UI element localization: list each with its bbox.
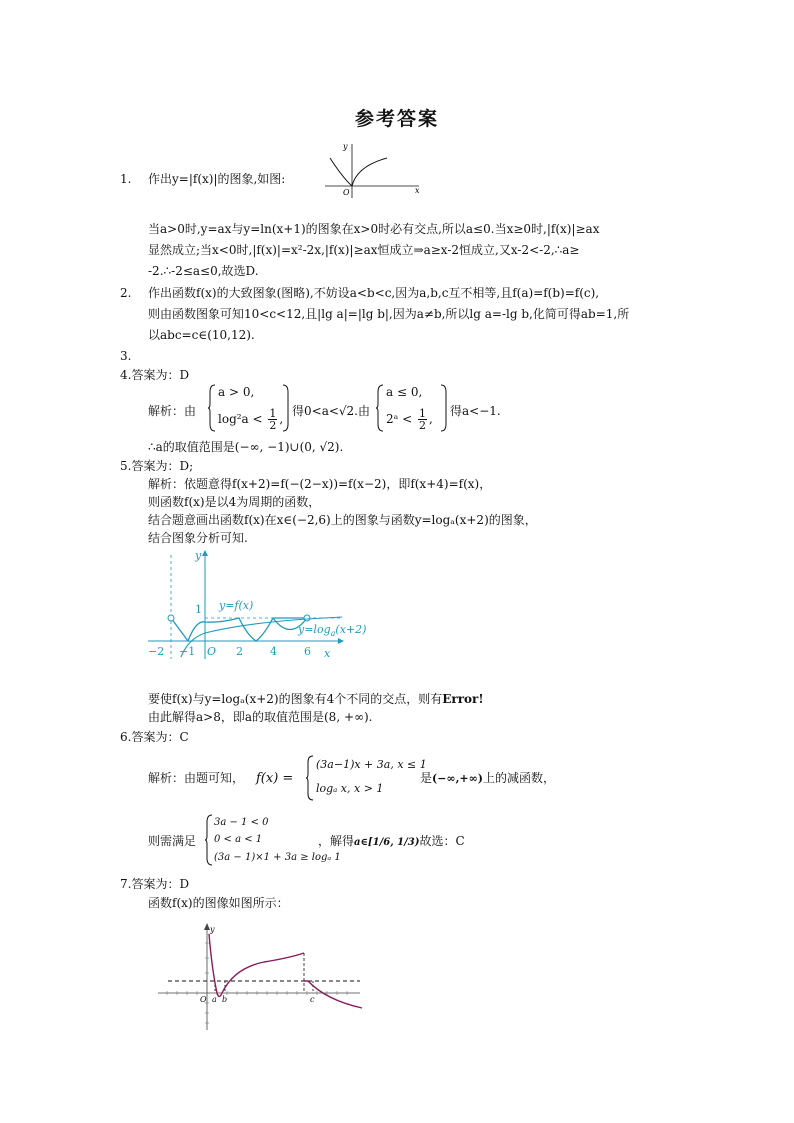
q6-solve-text: ，解得 (318, 834, 355, 848)
q4-jx: 解析：由 (148, 404, 197, 418)
q5-y-arrow (202, 550, 208, 556)
q5-tick-2: 2 (236, 645, 243, 658)
q5-tick-6: 6 (304, 645, 311, 658)
q6-brace-2 (205, 814, 213, 866)
q4-head: 4.答案为：D (120, 368, 190, 382)
q4-sys1-a: a > 0, (218, 385, 255, 399)
q6-interval: (−∞,+∞) (432, 772, 484, 785)
q7-curve-left (209, 934, 304, 997)
q6-solution: a∈[1/6, 1/3) (354, 837, 420, 848)
q5-line5-text: 要使f(x)与y=logₐ(x+2)的图象有4个不同的交点，则有 (148, 692, 443, 706)
q4-sys1-b (218, 408, 283, 431)
q1-line1: 作出y=|f(x)|的图象,如图: (148, 172, 286, 186)
q7-label-o: O (200, 995, 207, 1004)
q1-fig-y: y (343, 142, 348, 151)
q5-tick-minus2: −2 (148, 645, 165, 658)
q6-case-2: logₐ x, x > 1 (316, 782, 384, 795)
q5-label-log (297, 623, 366, 638)
q7-line1: 函数f(x)的图像如图所示： (148, 896, 289, 910)
q5-label-y: y (195, 549, 202, 562)
q5-label-log-text: y=log (298, 623, 331, 636)
q4-mid: 得0<a<√2.由 (292, 404, 370, 418)
q5-line6: 由此解得a>8，即a的取值范围是(8, +∞). (148, 710, 373, 724)
q7-graph (154, 920, 366, 1032)
q1-curve-left (330, 158, 352, 186)
q6-after-text: 是 (420, 771, 433, 785)
q4-half-1 (268, 408, 277, 431)
q4-comma-1: , (279, 412, 284, 426)
q5-line3: 结合题意画出函数f(x)在x∈(−2,6)上的图象与函数y=logₐ(x+2)的图象， (148, 513, 537, 527)
q4-tail: 得a<−1. (450, 404, 501, 418)
q6-cond-3: (3a − 1)×1 + 3a ≥ logₐ 1 (214, 852, 341, 863)
q5-label-x: x (324, 647, 331, 660)
q6-case-1: (3a−1)x + 3a, x ≤ 1 (316, 758, 427, 771)
q6-cond-2: 0 < a < 1 (214, 834, 263, 845)
q4-half-2 (418, 408, 427, 431)
q5-error: Error! (442, 692, 484, 706)
q4-half-2-den: 2 (418, 419, 426, 432)
q5-line1: 解析：依题意得f(x+2)=f(−(2−x))=f(x−2)，即f(x+4)=f(x)， (148, 477, 492, 491)
q4-brace-1 (208, 384, 216, 432)
q6-after (420, 771, 555, 786)
q5-line2: 则函数f(x)是以4为周期的函数， (148, 495, 321, 509)
q5-open-point-right (304, 615, 310, 621)
q5-tick-minus1: −1 (179, 645, 196, 658)
q5-head: 5.答案为：D; (120, 459, 194, 473)
q5-label-log-sub: a (330, 629, 336, 638)
q4-half-1-den: 2 (269, 419, 277, 432)
q6-solve (318, 834, 465, 850)
q4-range: ∴a的取值范围是(−∞, −1)∪(0, √2). (148, 440, 344, 454)
q7-head: 7.答案为：D (120, 877, 190, 891)
q4-half-2-num: 1 (418, 407, 426, 420)
q3-number: 3. (120, 349, 132, 363)
q6-jx: 解析：由题可知， (148, 771, 245, 785)
q6-cond-1: 3a − 1 < 0 (214, 817, 269, 828)
q1-fig-o: O (343, 188, 350, 197)
q4-brace-2 (376, 384, 384, 432)
q6-f-lhs: f(x) = (256, 771, 294, 786)
q5-tick-1: 1 (195, 603, 202, 616)
q4-comma-2: , (428, 412, 433, 426)
q4-close-brace-2 (440, 384, 448, 432)
q1-line2: 当a>0时,y=ax与y=ln(x+1)的图象在x>0时必有交点,所以a≤0.当x≥0时,|f(x)|≥ax (148, 222, 600, 236)
q4-sys2-b (386, 408, 433, 431)
page-title: 参考答案 (354, 108, 439, 130)
q1-number: 1. (120, 172, 132, 186)
q6-pick: 故选：C (419, 834, 465, 848)
q6-brace-1 (306, 755, 314, 801)
q4-half-1-num: 1 (269, 407, 277, 420)
q5-x-arrow (338, 638, 344, 644)
q5-line4: 结合图象分析可知. (148, 531, 248, 545)
q5-label-log-tail: (x+2) (335, 623, 367, 636)
q6-head: 6.答案为：C (120, 730, 189, 744)
q5-line5 (148, 692, 484, 707)
q5-graph (146, 547, 367, 663)
q5-tick-4: 4 (270, 645, 277, 658)
q2-number: 2. (120, 286, 132, 300)
q4-close-brace-1 (282, 384, 290, 432)
q2-line3: 以abc=c∈(10,12). (148, 328, 255, 342)
q1-fig-x: x (415, 186, 420, 195)
q6-need: 则需满足 (148, 834, 197, 848)
q4-sys2-a: a ≤ 0, (386, 385, 423, 399)
q7-label-y: y (210, 925, 215, 934)
q6-after2-text: 上的减函数， (483, 771, 556, 785)
q5-tick-o: O (207, 645, 217, 658)
q2-line2: 则由函数图象可知10<c<12,且|lg a|=|lg b|,因为a≠b,所以lg a=-lg b,化简可得ab=1,所 (148, 307, 630, 321)
q7-label-a: a (212, 995, 217, 1004)
q2-line1: 作出函数f(x)的大致图象(图略),不妨设a<b<c,因为a,b,c互不相等,且f(a)=f(b)=f(c), (148, 286, 600, 300)
q4-sys1-b-text: log²a < (218, 412, 263, 426)
q4-sys2-b-text: 2ᵃ < (386, 412, 413, 426)
q1-line3: 显然成立;当x<0时,|f(x)|=x²-2x,|f(x)|≥ax恒成立⇒a≥x-2恒成立,又x-2<-2,∴a≥ (148, 243, 580, 257)
q5-open-point-left (168, 615, 174, 621)
q7-label-b: b (222, 995, 228, 1004)
q1-figure (325, 140, 425, 200)
q5-label-fx: y=f(x) (219, 599, 254, 612)
q1-line4: -2.∴-2≤a≤0,故选D. (148, 264, 259, 278)
q1-curve-right (352, 158, 387, 186)
q7-label-c: c (310, 995, 315, 1004)
